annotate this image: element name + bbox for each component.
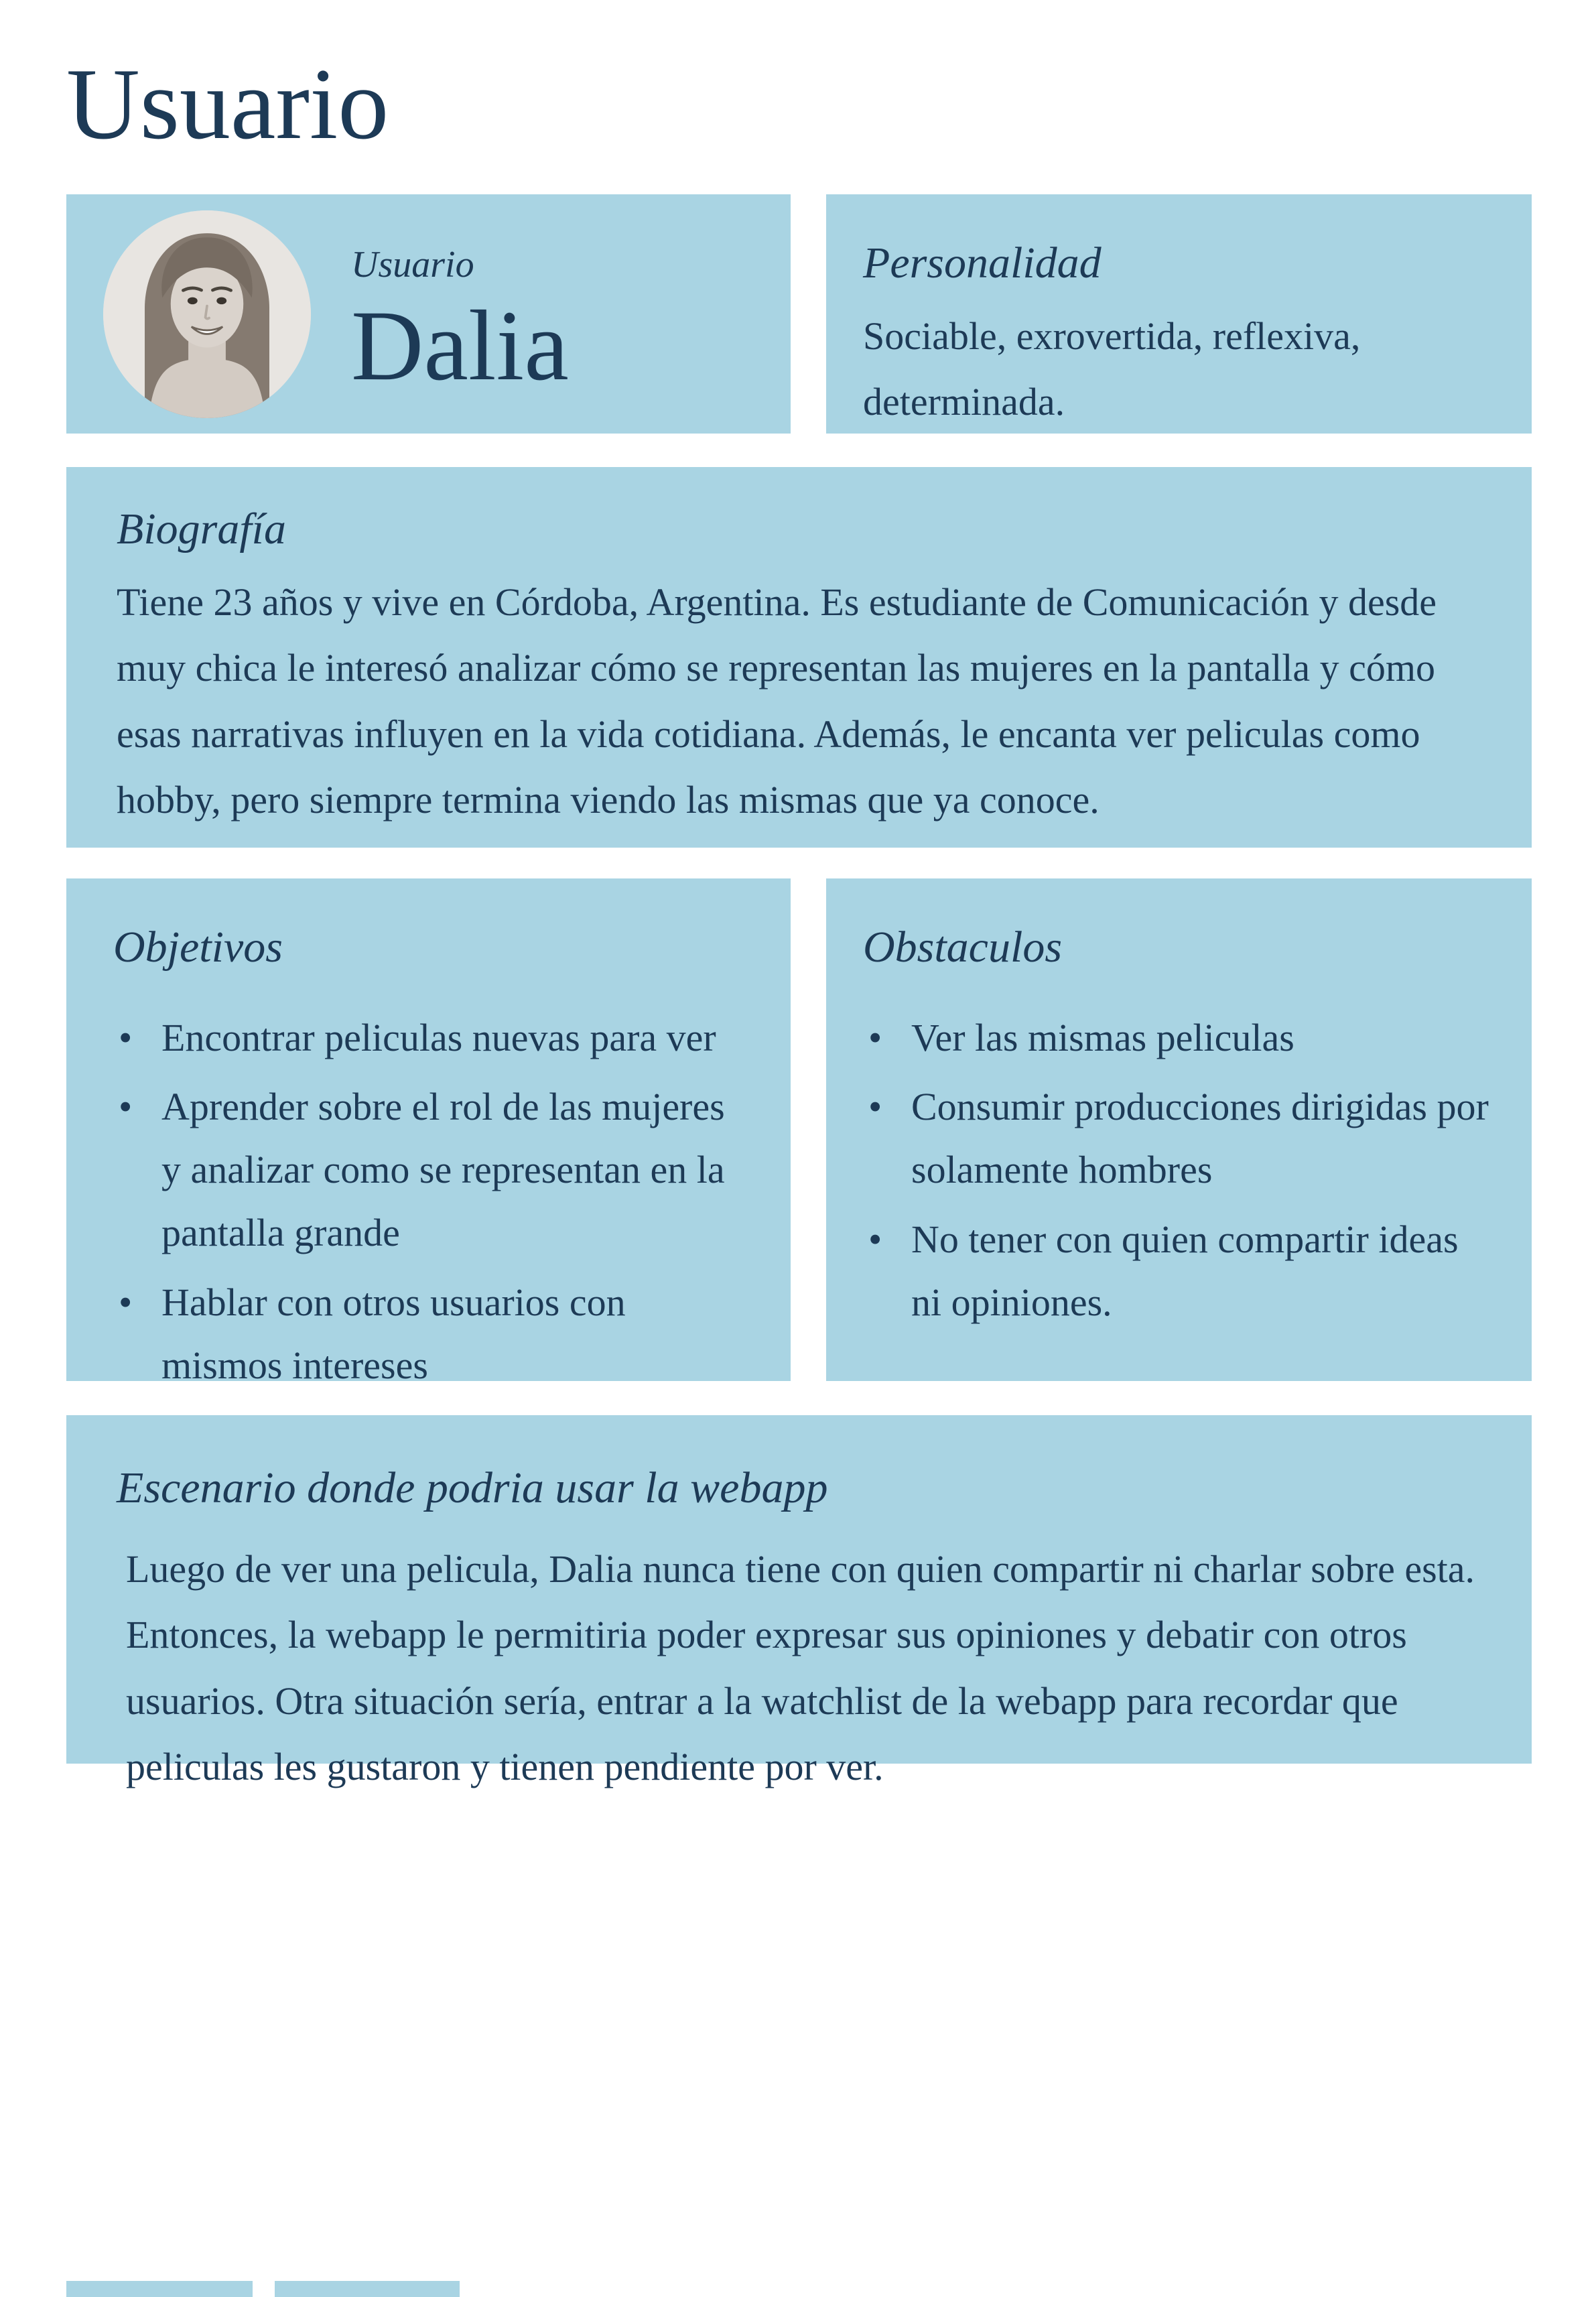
goals-list	[113, 1006, 744, 1398]
list-item: • Consumir producciones dirigidas por solamente hombres	[911, 1075, 1495, 1201]
profile-text-block	[351, 243, 569, 400]
personality-card	[826, 194, 1532, 434]
obstacles-title: Obstaculos	[863, 923, 1062, 972]
biography-title: Biografía	[117, 505, 287, 553]
profile-card	[66, 194, 791, 434]
avatar	[103, 210, 311, 418]
goals-title: Objetivos	[113, 923, 283, 972]
personality-title: Personalidad	[863, 239, 1102, 287]
goals-card	[66, 878, 791, 1388]
next-page-card-stub	[275, 2281, 460, 2297]
list-item: • No tener con quien compartir ideas ni opiniones.	[911, 1208, 1495, 1334]
obstacles-card	[826, 878, 1532, 1381]
scenario-title: Escenario donde podria usar la webapp	[117, 1463, 828, 1512]
obstacles-list	[863, 1006, 1495, 1335]
scenario-card	[66, 1415, 1532, 1789]
biography-body: Tiene 23 años y vive en Córdoba, Argentina. Es estudiante de Comunicación y desde muy chica le interesó analizar cómo se representan las mujeres en la pantalla y cómo esas narrativas influyen en la vida cotidiana. Además, le encanta ver peliculas como hobby, pero siempre termina viendo las mismas que ya conoce.	[117, 580, 1437, 822]
biography-card	[66, 467, 1532, 848]
list-item: • Hablar con otros usuarios con mismos intereses	[161, 1271, 744, 1397]
avatar-portrait-illustration	[103, 210, 311, 418]
list-item: • Ver las mismas peliculas	[911, 1006, 1495, 1069]
profile-name: Dalia	[351, 290, 569, 402]
next-page-card-stub	[66, 2281, 253, 2297]
page-title: Usuario	[66, 48, 389, 160]
list-item: • Encontrar peliculas nuevas para ver	[161, 1006, 744, 1069]
scenario-body: Luego de ver una pelicula, Dalia nunca tiene con quien compartir ni charlar sobre esta. Entonces, la webapp le permitiria poder expresar sus opiniones y debatir con otros usuarios. Otra situación sería, entrar a la watchlist de la webapp para recordar que peliculas les gustaron y tienen pendiente por ver.	[126, 1547, 1475, 1789]
profile-label: Usuario	[351, 244, 474, 285]
list-item: • Aprender sobre el rol de las mujeres y analizar como se representan en la pantalla grande	[161, 1075, 744, 1264]
personality-body: Sociable, exrovertida, reflexiva, determinada.	[863, 314, 1361, 424]
